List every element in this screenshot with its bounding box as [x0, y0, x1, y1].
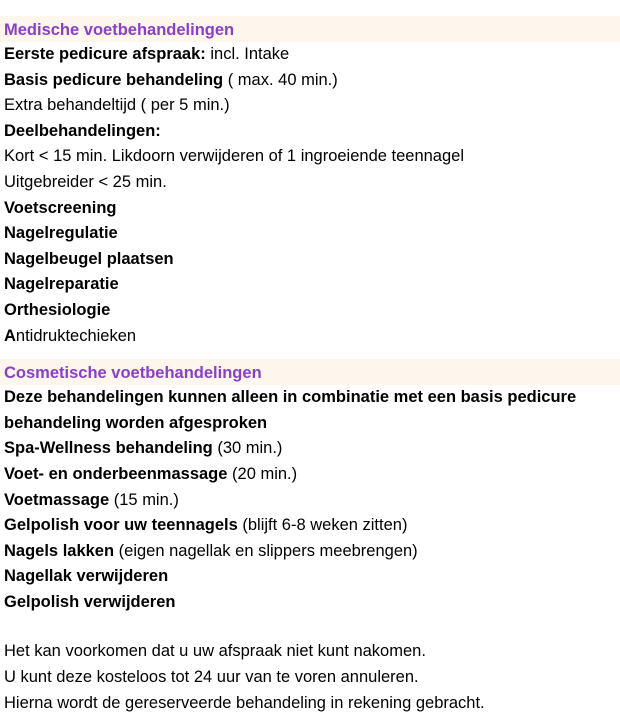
spacer	[0, 615, 620, 639]
notice-line: Het kan voorkomen dat u uw afspraak niet kunt nakomen.	[4, 642, 426, 661]
list-item: Voetmassage (15 min.)	[4, 490, 179, 509]
list-item: Nagellak verwijderen	[4, 567, 169, 586]
list-item: Extra behandeltijd ( per 5 min.)	[4, 96, 230, 115]
list-item: Uitgebreider < 25 min.	[4, 172, 167, 191]
notice-line: Hierna wordt de gereserveerde behandeling in rekening gebracht.	[4, 693, 485, 712]
list-item: Eerste pedicure afspraak: incl. Intake	[4, 45, 290, 63]
medisch-list	[0, 42, 620, 349]
section-title-medisch: Medische voetbehandelingen	[0, 16, 620, 42]
notice-line: U kunt deze kosteloos tot 24 uur van te voren annuleren.	[4, 668, 419, 687]
list-item: Basis pedicure behandeling ( max. 40 min.)	[4, 70, 338, 89]
list-item: Orthesiologie	[4, 300, 111, 319]
list-item: Antidruktechieken	[4, 326, 137, 345]
list-item: Nagelbeugel plaatsen	[4, 249, 174, 268]
cosmetisch-intro: Deze behandelingen kunnen alleen in combinatie met een basis pedicure behandeling worden afgesproken	[4, 388, 577, 432]
list-item: Gelpolish verwijderen	[4, 592, 176, 611]
cosmetisch-list	[0, 385, 620, 615]
list-item: Nagelreparatie	[4, 275, 119, 294]
list-item: Kort < 15 min. Likdoorn verwijderen of 1 ingroeiende teennagel	[4, 147, 465, 166]
list-item: Nagelregulatie	[4, 224, 118, 243]
list-item: Nagels lakken (eigen nagellak en slippers meebrengen)	[4, 541, 418, 560]
list-item: Deelbehandelingen:	[4, 121, 161, 140]
cancellation-notice	[0, 639, 620, 716]
list-item: Spa-Wellness behandeling (30 min.)	[4, 439, 283, 458]
list-item: Gelpolish voor uw teennagels (blijft 6-8 weken zitten)	[4, 516, 408, 535]
list-item: Voetscreening	[4, 198, 117, 217]
section-title-cosmetisch: Cosmetische voetbehandelingen	[0, 359, 620, 385]
list-item: Voet- en onderbeenmassage (20 min.)	[4, 464, 298, 483]
